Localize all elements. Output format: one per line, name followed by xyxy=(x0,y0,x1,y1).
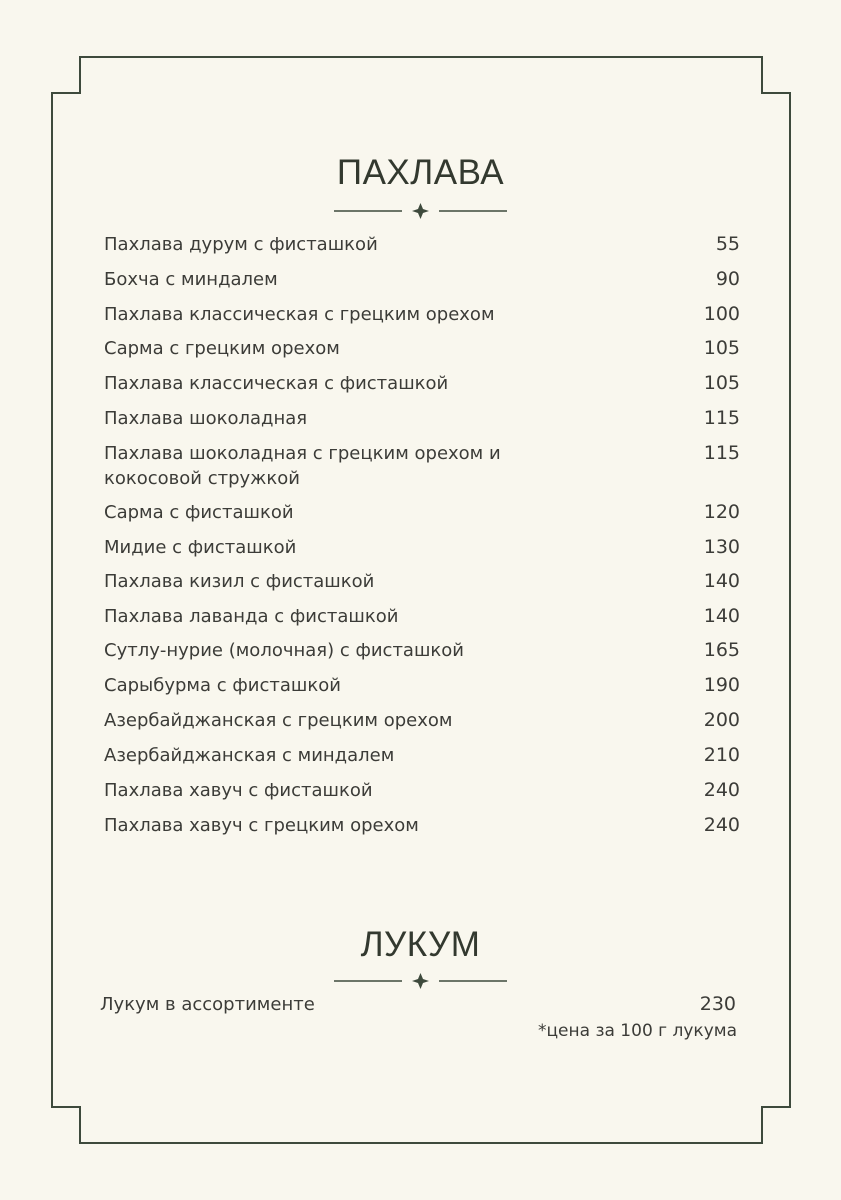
menu-item-name: Пахлава классическая с фисташкой xyxy=(104,373,449,394)
menu-item xyxy=(104,708,740,733)
menu-item-price: 200 xyxy=(703,709,740,731)
price-note: *цена за 100 г лукума xyxy=(537,1021,737,1041)
menu-item-name: Азербайджанская с грецким орехом xyxy=(104,710,453,731)
menu-item-name: Пахлава шоколадная xyxy=(104,408,308,429)
menu-item xyxy=(100,992,736,1017)
menu-item xyxy=(104,336,740,361)
menu-item-name: Пахлава кизил с фисташкой xyxy=(104,571,375,592)
menu-item-price: 55 xyxy=(715,233,740,255)
menu-item-price: 105 xyxy=(703,337,740,359)
menu-item-name: Сарма с грецким орехом xyxy=(104,338,340,359)
ornament-divider xyxy=(330,970,511,992)
menu-item-name: Пахлава лаванда с фисташкой xyxy=(104,606,399,627)
menu-item xyxy=(104,569,740,594)
menu-item-name: Сутлу-нурие (молочная) с фисташкой xyxy=(104,640,465,661)
menu-item-name: Мидие с фисташкой xyxy=(104,537,297,558)
menu-item xyxy=(104,232,740,257)
menu-item xyxy=(104,813,740,838)
menu-item-price: 115 xyxy=(703,442,740,464)
menu-item-price: 140 xyxy=(703,570,740,592)
ornament-divider xyxy=(330,200,511,222)
menu-item-name: Сарыбурма с фисташкой xyxy=(104,675,341,696)
menu-item-price: 90 xyxy=(715,268,740,290)
menu-item-name: Лукум в ассортименте xyxy=(100,994,315,1015)
menu-item-price: 165 xyxy=(703,639,740,661)
menu-item-price: 140 xyxy=(703,605,740,627)
menu-item xyxy=(104,743,740,768)
menu-item-name: Пахлава дурум с фисташкой xyxy=(104,234,378,255)
menu-item-price: 230 xyxy=(699,993,736,1015)
menu-item-price: 120 xyxy=(703,501,740,523)
menu-item-price: 130 xyxy=(703,536,740,558)
menu-item xyxy=(104,406,740,431)
section-title-pakhlava: ПАХЛАВА xyxy=(336,153,505,192)
menu-item-price: 240 xyxy=(703,779,740,801)
menu-item-name: Пахлава хавуч с грецким орехом xyxy=(104,815,419,836)
menu-item-name: Пахлава шоколадная с грецким орехом и кокосовой стружкой xyxy=(104,443,501,489)
menu-item xyxy=(104,638,740,663)
menu-item-name: Сарма с фисташкой xyxy=(104,502,294,523)
menu-item xyxy=(104,302,740,327)
menu-item-name: Азербайджанская с миндалем xyxy=(104,745,395,766)
menu-item-name: Пахлава классическая с грецким орехом xyxy=(104,304,495,325)
menu-item-price: 105 xyxy=(703,372,740,394)
menu-item xyxy=(104,604,740,629)
menu-item-price: 100 xyxy=(703,303,740,325)
menu-item xyxy=(104,371,740,396)
menu-item-name: Бохча с миндалем xyxy=(104,269,278,290)
menu-item xyxy=(104,267,740,292)
menu-item xyxy=(104,441,740,491)
menu-item-price: 190 xyxy=(703,674,740,696)
section-title-lukum: ЛУКУМ xyxy=(360,925,481,964)
menu-item xyxy=(104,673,740,698)
menu-item xyxy=(104,500,740,525)
menu-item-price: 210 xyxy=(703,744,740,766)
menu-item-price: 240 xyxy=(703,814,740,836)
menu-item-name: Пахлава хавуч с фисташкой xyxy=(104,780,373,801)
menu-item-price: 115 xyxy=(703,407,740,429)
menu-item xyxy=(104,778,740,803)
menu-item xyxy=(104,535,740,560)
